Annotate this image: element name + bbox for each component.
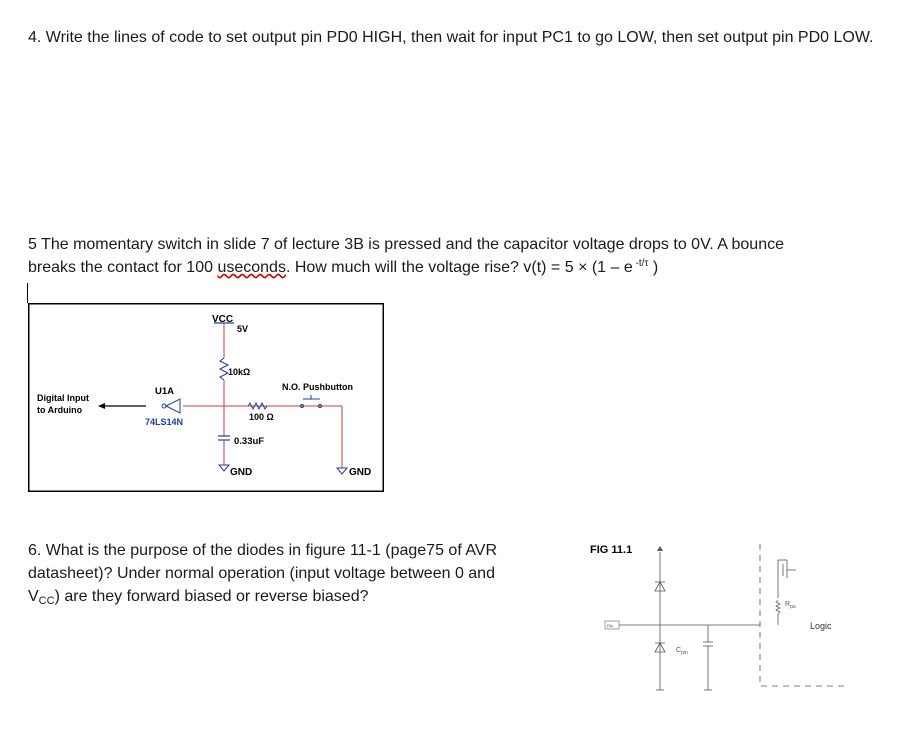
fig-11-1-diagram [588,540,853,700]
logic-label: Logic [810,621,832,631]
question-6 [28,539,568,608]
question-6-vcc-sub: CC [38,595,55,607]
r1-label: 10kΩ [228,367,251,377]
fig-title: FIG 11.1 [590,544,633,556]
question-5-line2-end: ) [648,259,659,276]
chip-label: 74LS14N [145,417,184,427]
logic-boundary [760,544,846,686]
rpu-label: $R_{pu}$ [785,601,796,610]
question-4: 4. Write the lines of code to set output pin PD0 HIGH, then wait for input PC1 to go LOW, then set output pin PD0 LOW. [28,29,874,46]
vcc-label: VCC [212,314,234,325]
resistor-rpu-icon [776,600,780,614]
debounce-circuit-diagram [28,303,386,493]
question-5-line2-pre: breaks the contact for 100 [28,259,218,276]
cpin-label: $C_{pin}$ [676,647,688,656]
cap-label: 0.33uF [234,436,265,447]
pin-label: Pin [607,623,614,629]
question-6-line3-post: ) are they forward biased or reverse biased? [54,588,369,605]
r2-label: 100 Ω [249,412,274,422]
input-label-1: Digital Input [37,393,89,403]
exponent: -t/τ [632,258,649,269]
question-6-line1: 6. What is the purpose of the diodes in figure 11-1 (page75 of AVR [28,542,498,559]
question-6-line3-pre: V [28,588,39,605]
text-cursor [27,283,28,303]
gnd2-label: GND [349,467,372,478]
question-5 [28,233,898,279]
question-6-line2: datasheet)? Under normal operation (input voltage between 0 and [28,565,495,582]
u1a-label: U1A [155,386,175,397]
5v-label: 5V [237,324,249,334]
input-label-2: to Arduino [37,405,83,415]
arrow-up-icon [657,546,663,551]
question-5-line1: 5 The momentary switch in slide 7 of lecture 3B is pressed and the capacitor voltage drops to 0V. A bounce [28,236,784,253]
question-5-line2-post: . How much will the voltage rise? v(t) = 5 × (1 – e [285,259,633,276]
switch-label: N.O. Pushbutton [282,382,353,392]
spellcheck-word: useconds [217,259,286,276]
gnd1-label: GND [230,467,253,478]
